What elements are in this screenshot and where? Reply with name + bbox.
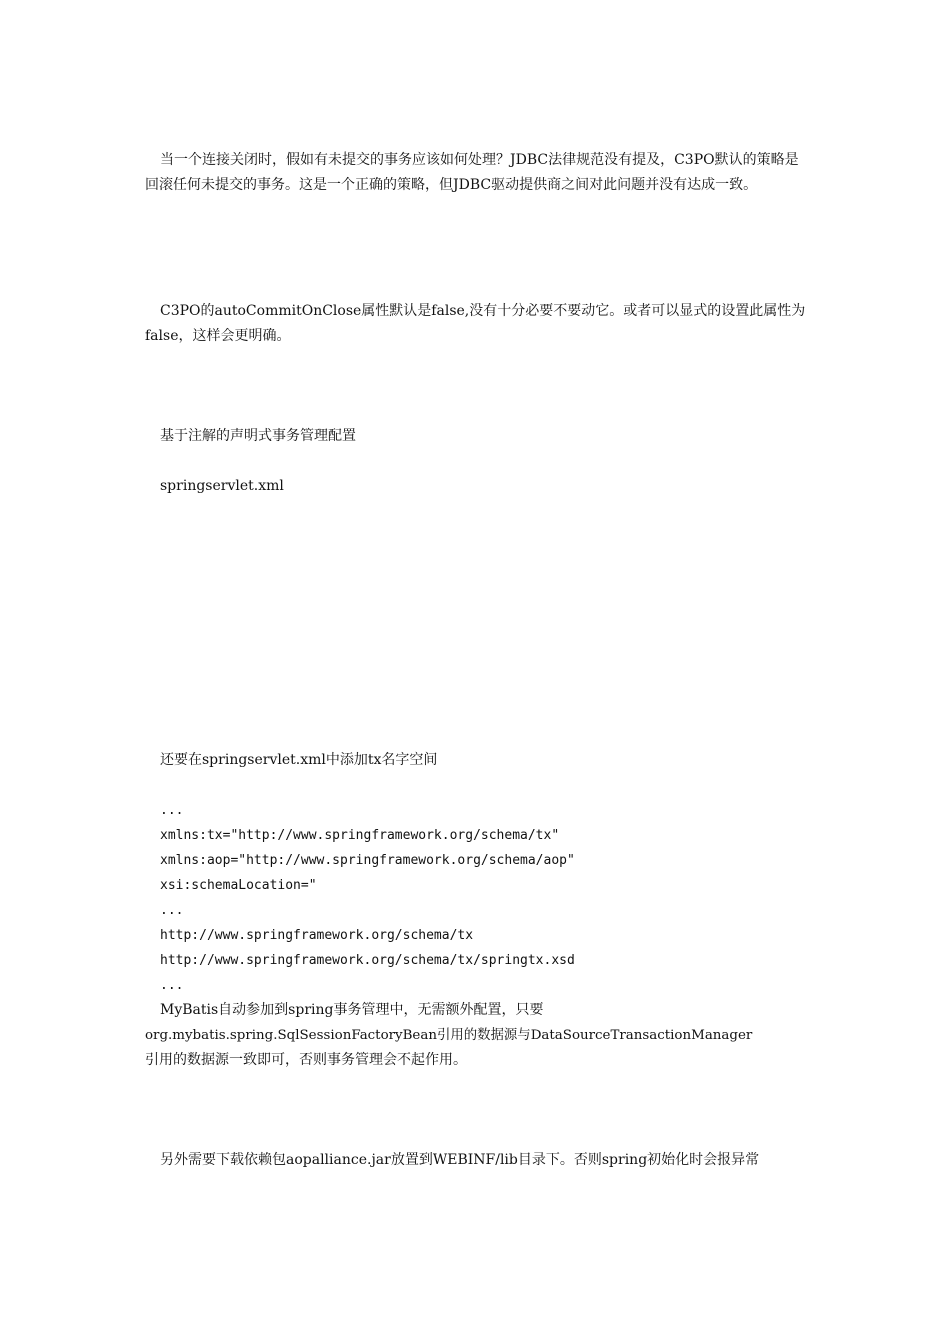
filename-springservlet: springservlet.xml	[160, 478, 284, 494]
paragraph-mybatis-line1: MyBatis自动参加到spring事务管理中，无需额外配置，只要	[160, 1002, 544, 1018]
code-line: xmlns:aop="http://www.springframework.org/schema/aop"	[160, 853, 575, 868]
code-line: xsi:schemaLocation="	[160, 878, 317, 893]
code-line: http://www.springframework.org/schema/tx	[160, 928, 474, 943]
heading-annotation-config: 基于注解的声明式事务管理配置	[160, 428, 356, 444]
code-line: ...	[160, 903, 184, 918]
code-line: ...	[160, 803, 184, 818]
paragraph-tx-namespace: 还要在springservlet.xml中添加tx名字空间	[160, 752, 438, 768]
code-line: xmlns:tx="http://www.springframework.org/schema/tx"	[160, 828, 560, 843]
paragraph-transaction-close: 当一个连接关闭时，假如有未提交的事务应该如何处理？JDBC法律规范没有提及，C3PO默认的策略是回滚任何未提交的事务。这是一个正确的策略，但JDBC驱动提供商之间对此问题并没有达成一致。	[145, 152, 799, 193]
code-line: ...	[160, 978, 184, 993]
paragraph-aopalliance: 另外需要下载依赖包aopalliance.jar放置到WEBINF/lib目录下。否则spring初始化时会报异常	[160, 1152, 760, 1168]
paragraph-mybatis-line3: 引用的数据源一致即可，否则事务管理会不起作用。	[145, 1052, 467, 1068]
paragraph-mybatis-line2: org.mybatis.spring.SqlSessionFactoryBean引用的数据源与DataSourceTransactionManager	[145, 1028, 753, 1043]
code-line: http://www.springframework.org/schema/tx/springtx.xsd	[160, 953, 575, 968]
paragraph-autocommit: C3PO的autoCommitOnClose属性默认是false,没有十分必要不要动它。或者可以显式的设置此属性为false，这样会更明确。	[145, 303, 806, 344]
